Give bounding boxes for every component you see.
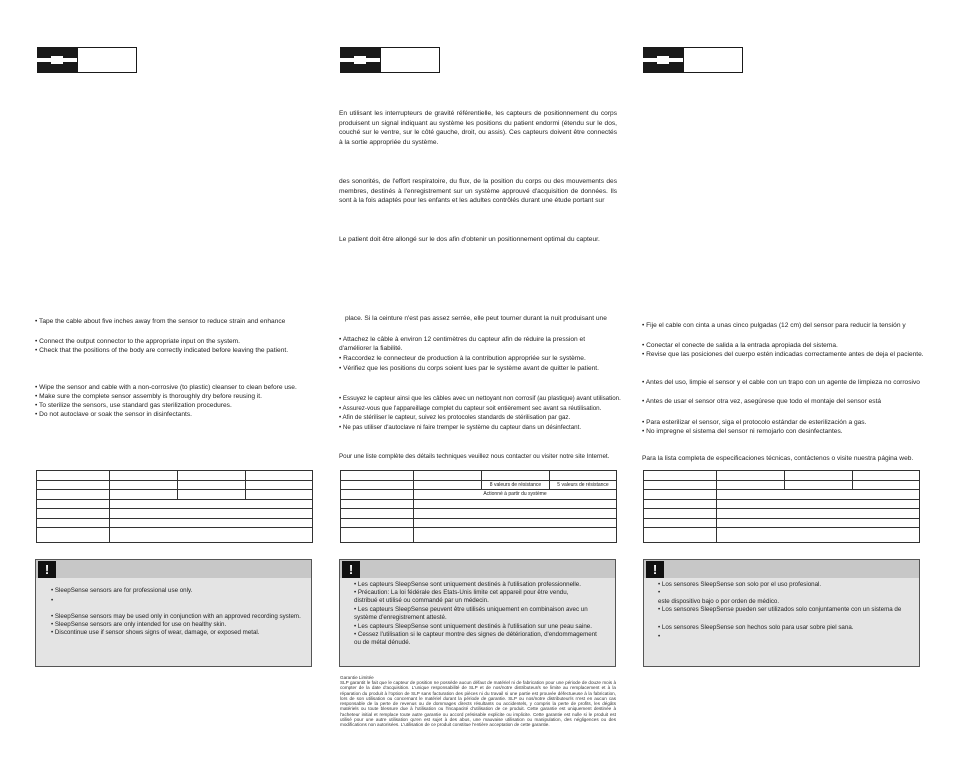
fr-warning-6: • Les capteurs SleepSense sont uniquement destinés à l'utilisation sur une peau saine. — [354, 623, 592, 630]
en-warning-2: • — [51, 597, 54, 604]
fr-warning-2: • Précaution: La loi fédérale des Etats-Unis limite cet appareil pour être vendu, — [354, 589, 569, 596]
table-row — [37, 490, 313, 500]
warning-icon: ! — [342, 561, 360, 578]
table-row — [644, 528, 920, 543]
es-contact-text: Para la lista completa de especificaciones técnicas, contáctenos o visite nuestra página web. — [642, 455, 914, 462]
fr-usage-paragraph: des sonorités, de l'effort respiratoire, du flux, de la position du corps ou des mouvements des membres, destinés à l'enregistrement sur un système approuvé d'acquisition de données. Ils sont à la fois adaptés pour les enfants et les adultes contrôlés durant une étude portant sur — [339, 178, 617, 205]
es-warning-5: • Los sensores SleepSense son hechos solo para usar sobre piel sana. — [658, 624, 854, 631]
fr-tip-clean-3: • Afin de stériliser le capteur, suivez les protocoles standards de stérilisation par gaz. — [339, 414, 571, 421]
en-spec-table — [36, 470, 313, 543]
en-tip-clean-1: • Wipe the sensor and cable with a non-corrosive (to plastic) cleanser to clean before use. — [35, 384, 297, 391]
table-row — [341, 518, 617, 528]
table-row — [341, 471, 617, 481]
fr-warranty-title: Garantie Limitée — [340, 675, 374, 680]
fr-warning-7: • Cessez l'utilisation si le capteur montre des signes de détérioration, d'endommagement — [354, 631, 597, 638]
fr-placement-text: Le patient doit être allongé sur le dos afin d'obtenir un positionnement optimal du capteur. — [339, 236, 600, 243]
fr-warning-3: distribué et utilisé ou commandé par un médecin. — [354, 597, 489, 604]
table-row — [644, 518, 920, 528]
en-tip-clean-2: • Make sure the complete sensor assembly is thoroughly dry before reusing it. — [35, 393, 262, 400]
es-tip-clean-4: • No impregne el sistema del sensor ni remojarlo con desinfectantes. — [642, 428, 843, 435]
warning-icon: ! — [38, 561, 56, 578]
es-tip-clean-3: • Para esterilizar el sensor, siga el protocolo estándar de esterilización a gas. — [642, 419, 867, 426]
es-warning-3: este dispositivo bajo o por orden de médico. — [658, 598, 780, 605]
en-tip-install-3: • Check that the positions of the body are correctly indicated before leaving the patient. — [35, 347, 289, 354]
en-warning-5: • Discontinue use if sensor shows signs of wear, damage, or exposed metal. — [51, 629, 260, 636]
brand-logo — [37, 47, 137, 73]
table-row — [37, 509, 313, 519]
warning-icon: ! — [646, 561, 664, 578]
en-warning-1: • SleepSense sensors are for professional use only. — [51, 587, 193, 594]
table-row — [37, 528, 313, 543]
es-warning-1: • Los sensores SleepSense son solo por el uso profesional. — [658, 581, 822, 588]
fr-tip-install-3: • Raccordez le connecteur de production à la contribution appropriée sur le système. — [339, 355, 586, 362]
fr-tip-install-1: • Attachez le câble à environ 12 centimètres du capteur afin de réduire la pression et — [339, 336, 586, 343]
es-warning-6: • — [658, 633, 661, 640]
table-row — [341, 490, 617, 500]
en-tip-clean-3: • To sterilize the sensors, use standard gas sterilization procedures. — [35, 402, 232, 409]
es-warning-2: • — [658, 589, 661, 596]
fr-tip-install-4: • Vérifiez que les positions du corps soient lues par le système avant de quitter le patient. — [339, 365, 599, 372]
table-row — [37, 518, 313, 528]
es-warning-box — [643, 559, 920, 667]
table-row — [644, 480, 920, 490]
table-row — [644, 509, 920, 519]
fr-tip-clean-4: • Ne pas utiliser d'autoclave ni faire tremper le système du capteur dans un désinfectant. — [339, 424, 582, 431]
table-row — [341, 480, 617, 490]
table-cell: 5 valeurs de résistance — [550, 480, 617, 490]
fr-belt-text: place. Si la ceinture n'est pas assez serrée, elle peut tourner durant la nuit produisant une — [345, 315, 607, 322]
en-warning-box — [35, 559, 312, 667]
fr-warning-box — [339, 559, 616, 667]
es-tip-clean-2: • Antes de usar el sensor otra vez, asegúrese que todo el montaje del sensor está — [642, 398, 882, 405]
table-row — [37, 480, 313, 490]
table-cell: 8 valeurs de résistance — [482, 480, 550, 490]
es-tip-clean-1: • Antes del uso, limpie el sensor y el cable con un trapo con un agente de limpieza no corrosivo — [642, 379, 920, 386]
table-row — [644, 471, 920, 481]
fr-contact-text: Pour une liste complète des détails techniques veuillez nous contacter ou visiter notre site Internet. — [339, 453, 610, 460]
es-tip-install-2: • Conectar el conecte de salida a la entrada apropiada del sistema. — [642, 342, 838, 349]
fr-tip-clean-1: • Essuyez le capteur ainsi que les câbles avec un nettoyant non corrosif (au plastique) avant utilisation. — [339, 395, 621, 402]
table-row — [341, 509, 617, 519]
fr-warning-8: ou de métal dénudé. — [354, 639, 411, 646]
table-row — [37, 471, 313, 481]
table-cell: Actionné à partir du système — [414, 490, 617, 500]
fr-warning-1: • Les capteurs SleepSense sont uniquement destinés à l'utilisation professionnelle. — [354, 581, 581, 588]
table-row — [644, 490, 920, 500]
es-spec-table — [643, 470, 920, 543]
table-row — [341, 499, 617, 509]
fr-tip-install-2: d'améliorer la fiabilité. — [339, 345, 403, 352]
fr-spec-table — [340, 470, 617, 543]
es-warning-4: • Los sensores SleepSense pueden ser utilizados solo conjuntamente con un sistema de — [658, 606, 902, 613]
en-warning-3: • SleepSense sensors may be used only in conjunction with an approved recording system. — [51, 613, 301, 620]
en-warning-4: • SleepSense sensors are only intended for use on healthy skin. — [51, 621, 227, 628]
fr-intro-paragraph: En utilisant les interrupteurs de gravité référentielle, les capteurs de positionnement du corps produisent un signal indiquant au système les positions du patient endormi (étendu sur le dos, couché sur le ventre, sur le côté gauche, droit, ou assis). Ces capteurs doivent être connectés à la sortie appropriée du système. — [339, 110, 617, 146]
fr-tip-clean-2: • Assurez-vous que l'appareillage complet du capteur soit entièrement sec avant sa réutilisation. — [339, 405, 602, 412]
es-tip-install-3: • Revise que las posiciones del cuerpo estén indicadas correctamente antes de deja el paciente. — [642, 351, 924, 358]
es-tip-install-1: • Fije el cable con cinta a unas cinco pulgadas (12 cm) del sensor para reducir la tensión y — [642, 322, 906, 329]
en-tip-clean-4: • Do not autoclave or soak the sensor in disinfectants. — [35, 411, 192, 418]
table-row — [37, 499, 313, 509]
brand-logo — [643, 47, 743, 73]
fr-warning-5: système d'enregistrement attesté. — [354, 614, 447, 621]
brand-logo — [340, 47, 440, 73]
fr-warranty-text: SLP garantit le fait que le capteur de position ne possède aucun défaut de matériel ni de fabrication pour une période de douze mois à compter de la date d'acquisition. L'unique responsabilité de SLP et de nos/notre distributeur/s se limite au remplacement et à la réparation du produit à l'option de SLP sans facturation des pièces ni du travail si une partie est prouvée défectueuse à la fabrication, lors de son utilisation ou concernant le matériel durant la période de garantie. SLP ou nos/notre distributeur/s n'est en aucun cas responsable de la perte de revenus ou de dommages directs résultants ou accidentels, y compris la perte de profits, les dégâts matériels ou toute blessure due à l'utilisation ou l'incapacité d'utilisation de ce produit. Cette garantie est uniquement destinée à l'acheteur initial et remplace toute autre garantie ou accord présisable explicite ou implicite. Cette garantie est nulle si le produit est utilisé pour une autre utilisation qu'en est sujet à des abus, une mauvaise utilisation ou manipulation, des négligences ou des modifications non autorisées. L'utilisation de ce produit constitue l'entière acceptation de cette garantie. — [340, 680, 616, 728]
table-row — [341, 528, 617, 543]
fr-warning-4: • Les capteurs SleepSense peuvent être utilisés uniquement en combinaison avec un — [354, 606, 588, 613]
en-tip-install-1: • Tape the cable about five inches away from the sensor to reduce strain and enhance — [35, 318, 286, 325]
en-tip-install-2: • Connect the output connector to the appropriate input on the system. — [35, 338, 241, 345]
table-row — [644, 499, 920, 509]
